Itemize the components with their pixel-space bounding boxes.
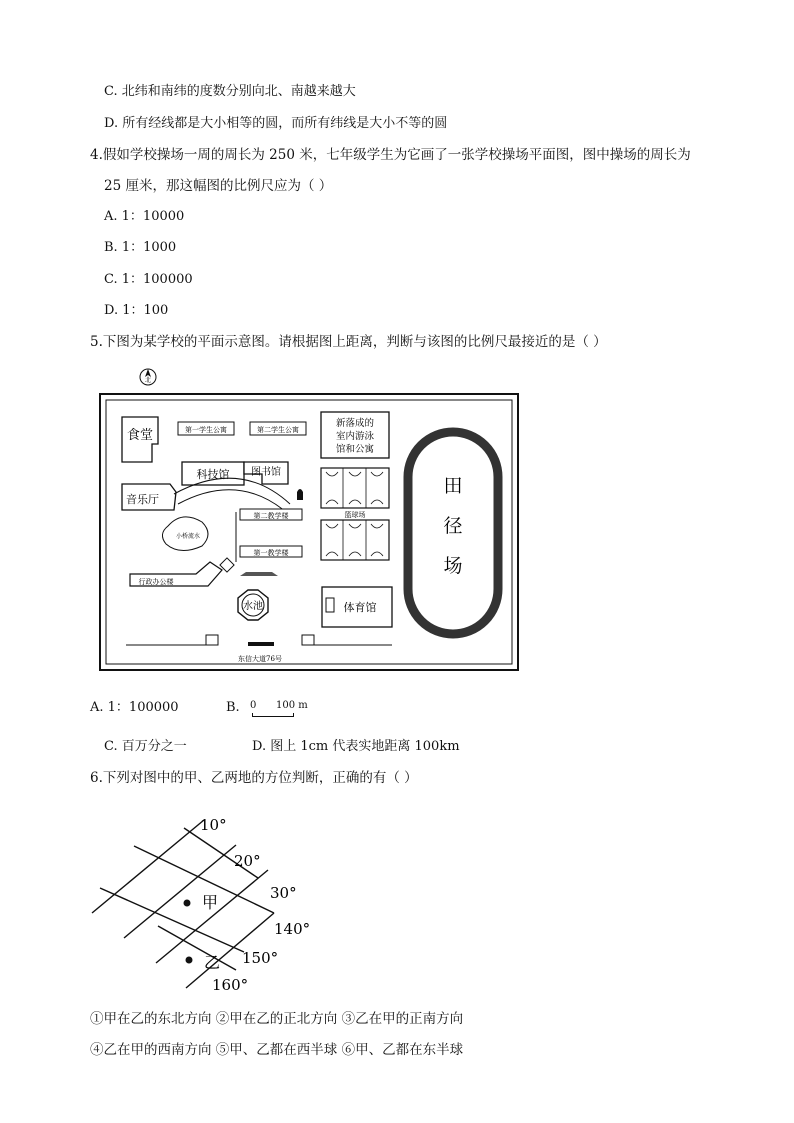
- lat-label-10: 10°: [200, 816, 227, 834]
- pool-label-1: 新落成的: [335, 418, 375, 429]
- lat-label-20: 20°: [234, 852, 261, 870]
- pool-label-3: 馆和公寓: [335, 444, 375, 455]
- lon-label-140: 140°: [274, 920, 311, 938]
- q5-option-a: A. 1：100000: [90, 700, 179, 715]
- statue-icon: [297, 489, 303, 500]
- address-label: 东信大道76号: [238, 655, 282, 663]
- q6-stem: 6.下列对图中的甲、乙两地的方位判断，正确的有（ ）: [90, 770, 418, 786]
- music-hall-label: 音乐厅: [126, 493, 159, 506]
- point-b-label: 乙: [204, 953, 221, 972]
- q4-option-d: D. 1：100: [104, 303, 169, 318]
- garden-label: 小桥流水: [175, 533, 201, 540]
- tech-label: 科技馆: [196, 468, 230, 481]
- field-label-3: 场: [443, 555, 463, 577]
- school-map: [90, 362, 530, 672]
- lon-label-150: 150°: [242, 949, 279, 967]
- q4-stem-line1: 4.假如学校操场一周的周长为 250 米，七年级学生为它画了一张学校操场平面图，图中操场的周长为: [90, 147, 691, 163]
- scale-end-label: 100 m: [276, 700, 308, 711]
- lon-line-160: [158, 926, 236, 970]
- lat-label-30: 30°: [270, 884, 297, 902]
- q3-option-d: D. 所有经线都是大小相等的圆，而所有纬线是大小不等的圆: [104, 116, 448, 131]
- dorm2-label: 第二学生公寓: [257, 426, 299, 434]
- point-b-dot: [186, 957, 193, 964]
- field-label-1: 田: [443, 475, 463, 497]
- q4-stem-line2: 25 厘米，那这幅图的比例尺应为（ ）: [104, 178, 333, 194]
- pond-label: 水池: [243, 601, 263, 612]
- q5-option-d: D. 图上 1cm 代表实地距离 100km: [252, 739, 460, 754]
- library-label: 图书馆: [251, 467, 281, 478]
- gate-post-left: [206, 635, 218, 645]
- admin-label: 行政办公楼: [138, 578, 174, 586]
- teach1-label: 第一教学楼: [253, 549, 289, 557]
- q4-option-c: C. 1：100000: [104, 272, 193, 287]
- scale-bar-line: [252, 713, 294, 717]
- lon-label-160: 160°: [212, 976, 249, 994]
- stage-shape: [240, 572, 278, 576]
- q4-option-b: B. 1：1000: [104, 240, 177, 255]
- gym-entrance: [326, 598, 334, 612]
- q6-choices-line1: ①甲在乙的东北方向 ②甲在乙的正北方向 ③乙在甲的正南方向: [90, 1011, 464, 1027]
- teach2-label: 第二教学楼: [253, 512, 289, 520]
- dorm1-label: 第一学生公寓: [185, 426, 227, 434]
- q5-stem: 5.下图为某学校的平面示意图。请根据图上距离，判断与该图的比例尺最接近的是（ ）: [90, 334, 607, 350]
- q6-choices-line2: ④乙在甲的西南方向 ⑤甲、乙都在西半球 ⑥甲、乙都在东半球: [90, 1042, 464, 1058]
- scale-zero-label: 0: [250, 700, 257, 711]
- field-label-2: 径: [443, 515, 463, 537]
- point-a-dot: [184, 900, 191, 907]
- canteen-label: 食堂: [127, 428, 154, 443]
- gate-post-right: [302, 635, 314, 645]
- q4-option-a: A. 1：10000: [104, 209, 185, 224]
- gym-label: 体育馆: [343, 601, 377, 614]
- q5-option-b: B.: [226, 700, 240, 715]
- north-arrow-icon: [140, 369, 156, 385]
- q3-option-c: C. 北纬和南纬的度数分别向北、南越来越大: [104, 84, 356, 99]
- lat-line-10: [92, 820, 204, 913]
- north-label: 北: [144, 377, 152, 384]
- q5-option-c: C. 百万分之一: [104, 739, 187, 754]
- lat-lon-grid: [86, 808, 326, 998]
- scale-bar: [250, 700, 320, 718]
- gate-sign: [248, 642, 274, 646]
- court-label: 篮球场: [344, 511, 366, 519]
- point-a-label: 甲: [202, 893, 219, 912]
- pool-label-2: 室内游泳: [335, 431, 375, 442]
